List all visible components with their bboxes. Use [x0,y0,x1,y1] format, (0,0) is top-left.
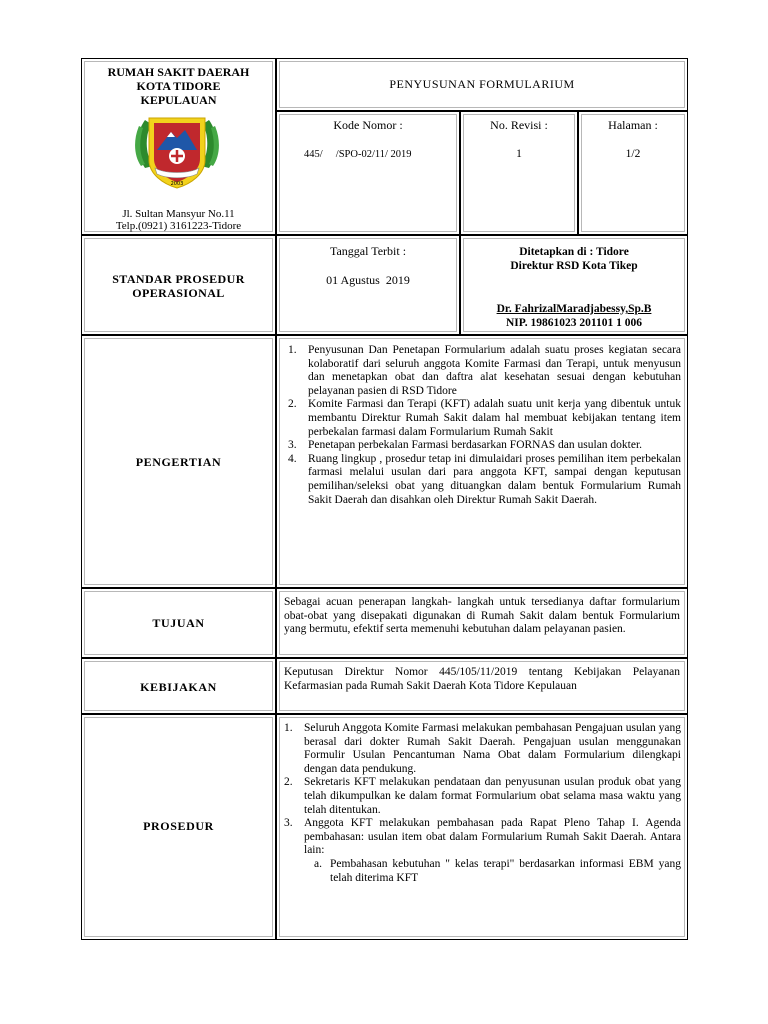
kebijakan-label: KEBIJAKAN [140,680,217,694]
no-revisi-value: 1 [516,148,522,160]
list-item: 1. Seluruh Anggota Komite Farmasi melakukan pembahasan Pengajuan usulan yang berasal dari dokter Rumah Sakit Daerah. Pengajuan usulan menggunakan Formulir Usulan Pencantuman Nama Obat dalam Formularium dilengkapi dengan data pendukung. [284,722,681,775]
address-line-1: Jl. Sultan Mansyur No.11 [122,208,235,220]
list-item: 3. Penetapan perbekalan Farmasi berdasarkan FORNAS dan usulan dokter. [288,439,643,452]
list-item: 4. Ruang lingkup , prosedur tetap ini dimulaidari proses pemilihan item perbekalan farmasi melalui usulan dari para anggota KFT, sampai dengan keputusan pemilihan/seleksi obat yang dituangkan dalam bentuk Formularium Rumah Sakit Daerah dan disahkan oleh Direktur Rumah Sakit Daerah. [288,452,681,506]
pengertian-label: PENGERTIAN [135,455,222,469]
list-item: 2. Komite Farmasi dan Terapi (KFT) adalah suatu unit kerja yang dibentuk untuk membantu Direktur Rumah Sakit dalam hal membuat kebijakan tentang item perbekalan farmasi dalam Formularium Rumah Sakit [288,398,681,438]
prosedur-label: PROSEDUR [143,819,214,833]
pengertian-label-cell [81,335,276,588]
tujuan-text: Sebagai acuan penerapan langkah- langkah untuk tersedianya daftar formularium obat-obat yang disepakati digunakan di Rumah Sakit dalam bentuk Formularium yang bermutu, efektif serta memenuhi kebutuhan dalam pelayanan pasien. [284,596,680,636]
tujuan-label-cell [81,588,276,658]
ditetapkan-line-1: Ditetapkan di : Tidore [519,246,629,258]
hospital-logo [131,110,223,192]
halaman-value: 1/2 [625,148,641,160]
tujuan-label: TUJUAN [152,616,205,630]
kode-nomor-value: 445/ /SPO-02/11/ 2019 [304,149,412,160]
kode-nomor-label: Kode Nomor : [333,118,403,132]
kebijakan-text: Keputusan Direktur Nomor 445/105/11/2019 tentang Kebijakan Pelayanan Kefarmasian pada Rumah Sakit Daerah Kota Tidore Kepulauan [284,666,680,692]
spo-label-line-2: OPERASIONAL [132,286,225,300]
list-item: 3. Anggota KFT melakukan pembahasan pada Rapat Pleno Tahap I. Agenda pembahasan: usulan item obat dalam Formularium Rumah Sakit Daerah. Antara lain: [284,817,681,857]
prosedur-list [282,722,681,885]
tanggal-terbit-label: Tanggal Terbit : [329,244,407,258]
sub-list-item: a. Pembahasan kebutuhan " kelas terapi" berdasarkan informasi EBM yang telah diterima KFT [314,857,681,884]
no-revisi-label: No. Revisi : [490,118,548,132]
director-name: Dr. FahrizalMaradjabessy,Sp.B [496,303,652,315]
list-item: 2. Sekretaris KFT melakukan pendataan dan penyusunan usulan produk obat yang telah dikumpulkan ke dalam format Formularium obat selama masa waktu yang telah ditentukan. [284,776,681,816]
director-nip: NIP. 19861023 201101 1 006 [506,317,642,329]
halaman-label: Halaman : [608,118,658,132]
institution-name-line-2: KOTA TIDORE [136,79,221,93]
logo-year-text: 2003 [170,181,184,187]
doc-title: PENYUSUNAN FORMULARIUM [389,77,575,91]
institution-name-line-1: RUMAH SAKIT DAERAH [107,65,250,79]
institution-name-line-3: KEPULAUAN [140,93,217,107]
spo-label-line-1: STANDAR PROSEDUR [112,272,245,286]
address-line-2: Telp.(0921) 3161223-Tidore [115,220,242,232]
prosedur-label-cell [81,714,276,940]
kebijakan-label-cell [81,658,276,714]
pengertian-list [286,344,681,507]
ditetapkan-line-2: Direktur RSD Kota Tikep [510,260,638,272]
tanggal-terbit-value: 01 Agustus 2019 [326,273,410,287]
list-item: 1. Penyusunan Dan Penetapan Formularium adalah suatu proses kegiatan secara kolaboratif dari seluruh anggota Komite Farmasi dan Terapi, untuk menyusun dan menetapkan obat dan daftra alat kesehatan sesuai dengan kebutuhan pelayanan pasien di RSD Tidore [288,344,681,397]
